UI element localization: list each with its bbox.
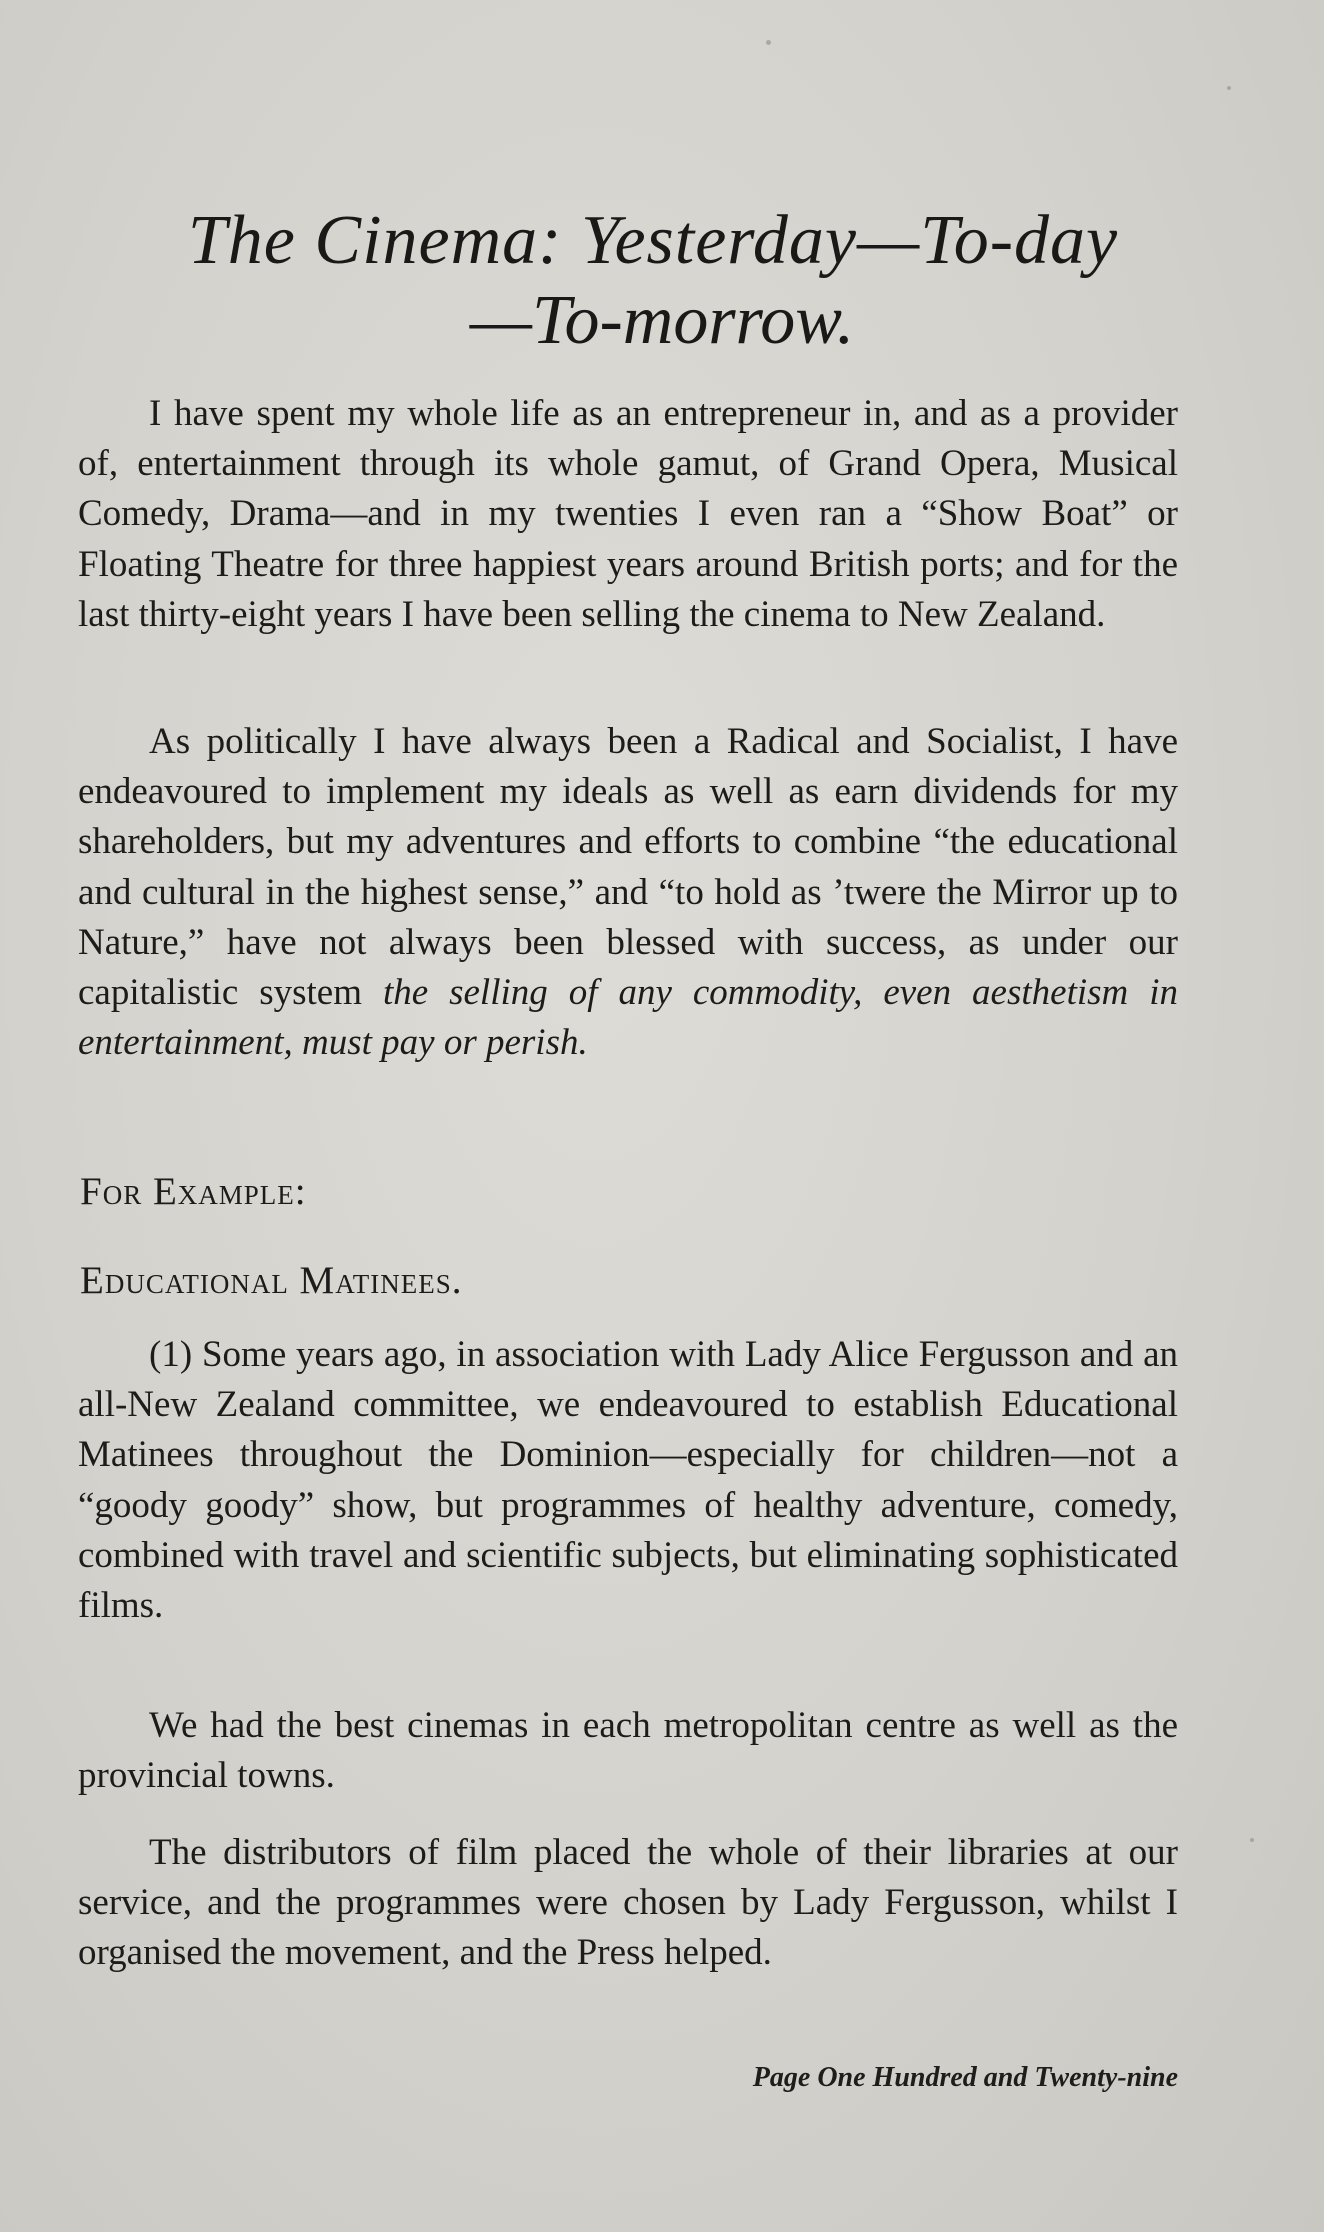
paragraph-distributors: The distributors of film placed the whole of their libraries at our service, and the programmes were chosen by Lady Fergusson, whilst I organised the movement, and the Press helped. [78, 1832, 1178, 1974]
paragraph-some-years-ago: (1) Some years ago, in association with Lady Alice Fergusson and an all-New Zealand committee, we endeavoured to establish Educational Matinees throughout the Dominion—especially for children—not a “goody goody” show, but programmes of healthy adventure, comedy, combined with travel and scientific subjects, but eliminating sophisticated films. [78, 1334, 1178, 1627]
heading-for-example: For Example: [80, 1170, 307, 1213]
paragraph-best-cinemas: We had the best cinemas in each metropolitan centre as well as the provincial towns. [78, 1705, 1178, 1797]
heading-educational-matinees: Educational Matinees. [80, 1259, 463, 1302]
paper-speck [1250, 1838, 1254, 1842]
page-title-line-1: The Cinema: Yesterday—To-day [187, 202, 1119, 279]
paragraph-politically [78, 717, 1178, 1068]
paragraph-politically-emphasis: the selling of any commodity, even aesthetism in entertainment, must pay or perish. [78, 972, 1178, 1064]
paper-speck [766, 40, 771, 45]
page-title-line-2: —To-morrow. [469, 282, 855, 359]
paragraph-politically-text: As politically I have always been a Radical and Socialist, I have endeavoured to implement my ideals as well as earn dividends for my shareholders, but my adventures and efforts to combine “the educational and cultural in the highest sense,” and “to hold as ’twere the Mirror up to Nature,” have not always been blessed with success, as under our capitalistic system [78, 721, 1178, 1014]
paper-speck [1227, 86, 1231, 90]
paragraph-entrepreneur: I have spent my whole life as an entrepreneur in, and as a provider of, entertainment through its whole gamut, of Grand Opera, Musical Comedy, Drama—and in my twenties I even ran a “Show Boat” or Floating Theatre for three happiest years around British ports; and for the last thirty-eight years I have been selling the cinema to New Zealand. [78, 393, 1178, 635]
page-number-footer: Page One Hundred and Twenty-nine [752, 2062, 1178, 2093]
